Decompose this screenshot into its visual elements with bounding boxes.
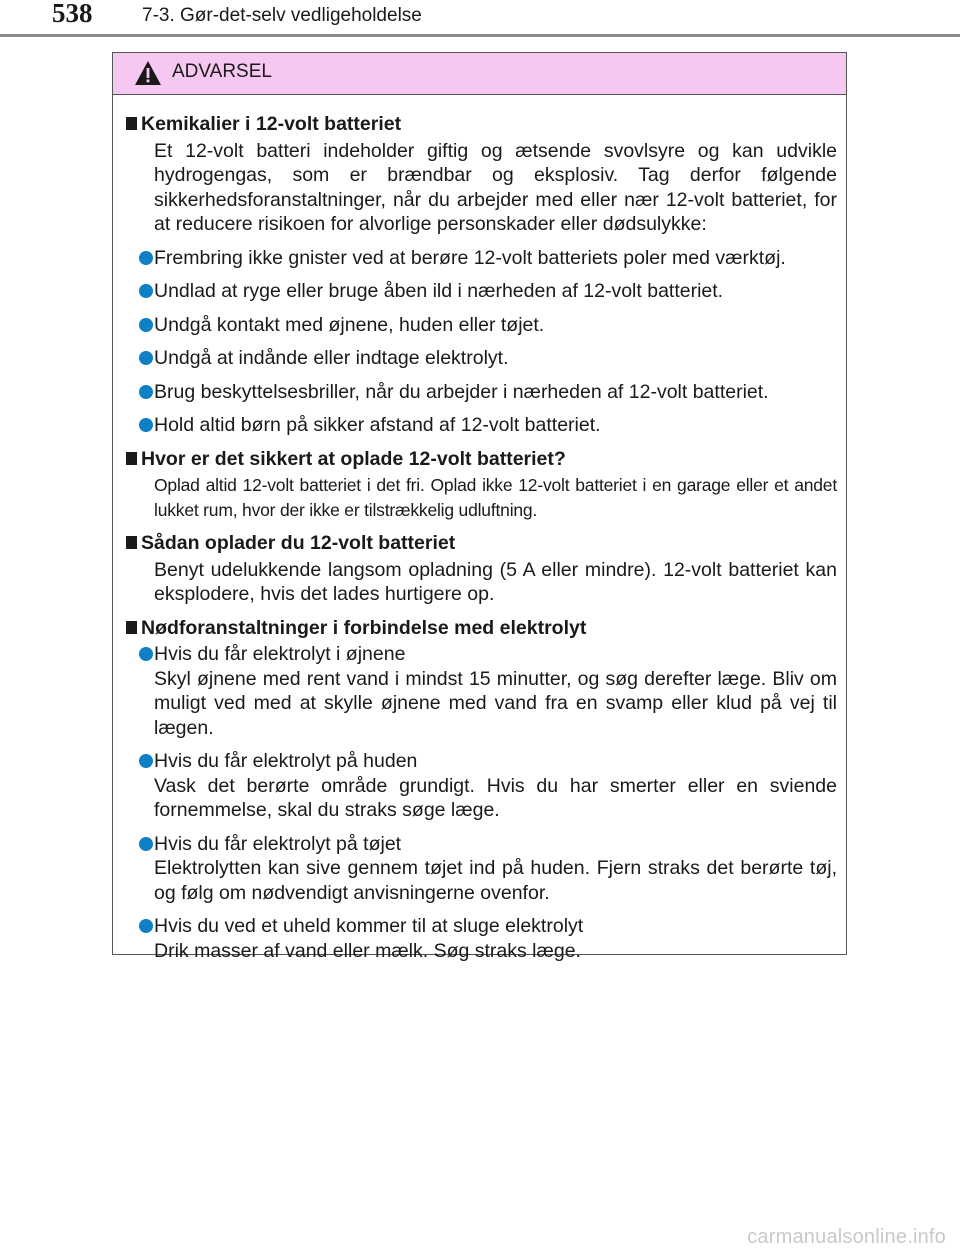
section-how-to-charge [126,531,837,607]
list-item [126,346,837,371]
bullet-dot-icon [139,318,153,332]
list-item-text: Frembring ikke gnister ved at berøre 12-volt batteriets poler med værktøj. [154,246,786,269]
warning-box [112,52,847,962]
list-item [126,313,837,338]
bullet-dot-icon [139,418,153,432]
bullet-dot-icon [139,754,153,768]
bullet-dot-icon [139,647,153,661]
list-item [126,279,837,304]
section-heading-text: Nødforanstaltninger i forbindelse med elektrolyt [141,616,587,639]
list-item [126,642,837,740]
list-item-text: Undlad at ryge eller bruge åben ild i nærheden af 12-volt batteriet. [154,280,724,302]
section-heading [126,531,837,556]
watermark: carmanualsonline.info [747,1226,946,1248]
list-item-detail: Elektrolytten kan sive gennem tøjet ind på huden. Fjern straks det berørte tøj, og følg om nødvendigt anvisningerne ovenfor. [154,857,837,904]
warning-title: ADVARSEL [172,61,272,82]
section-heading-text: Sådan oplader du 12-volt batteriet [141,532,456,554]
section-heading [126,616,837,641]
section-title: 7-3. Gør-det-selv vedligeholdelse [142,5,422,26]
list-item [126,832,837,906]
page-header [0,0,960,40]
list-item-heading: Hvis du ved et uheld kommer til at sluge elektrolyt [154,915,584,937]
bullet-dot-icon [139,837,153,851]
list-item-text: Undgå kontakt med øjnene, huden eller tøjet. [154,313,545,336]
section-paragraph: Et 12-volt batteri indeholder giftig og ætsende svovlsyre og kan udvikle hydrogengas, som er brændbar og eksplosiv. Tag derfor følgende sikkerhedsforanstaltninger, når du arbejder med eller nær 12-volt batteriet, for at reducere risikoen for alvorlige personskader eller dødsulykke: [154,139,837,235]
warning-body [113,95,846,963]
list-item [126,380,837,405]
section-paragraph: Oplad altid 12-volt batteriet i det fri. Oplad ikke 12-volt batteriet i en garage eller et andet lukket rum, hvor der ikke er tilstrækkelig udluftning. [154,475,837,520]
list-item-detail: Drik masser af vand eller mælk. Søg straks læge. [154,939,581,962]
bullet-dot-icon [139,284,153,298]
list-item [126,246,837,271]
list-item-text: Hold altid børn på sikker afstand af 12-volt batteriet. [154,414,601,436]
bullet-dot-icon [139,351,153,365]
list-item-text: Undgå at indånde eller indtage elektrolyt. [154,347,509,369]
list-item [126,914,837,963]
bullet-dot-icon [139,919,153,933]
list-item-text: Brug beskyttelsesbriller, når du arbejder i nærheden af 12-volt batteriet. [154,380,769,403]
section-heading-text: Kemikalier i 12-volt batteriet [141,113,402,135]
section-chemicals [126,112,837,438]
page-number: 538 [52,0,93,28]
warning-triangle-icon [134,60,162,86]
list-item [126,749,837,823]
square-bullet-icon [126,621,137,634]
bullet-dot-icon [139,251,153,265]
list-item-heading: Hvis du får elektrolyt på huden [154,750,418,772]
list-item [126,413,837,438]
warning-header [113,53,846,95]
section-safe-charging-location [126,447,837,523]
section-heading [126,112,837,137]
list-item-heading: Hvis du får elektrolyt i øjnene [154,643,406,665]
square-bullet-icon [126,117,137,130]
list-item-detail: Vask det berørte område grundigt. Hvis du har smerter eller en sviende fornemmelse, skal du straks søge læge. [154,774,837,821]
list-item-heading: Hvis du får elektrolyt på tøjet [154,832,402,855]
section-emergency-measures [126,616,837,964]
header-divider [0,34,960,37]
section-heading-text: Hvor er det sikkert at oplade 12-volt batteriet? [141,447,566,470]
list-item-detail: Skyl øjnene med rent vand i mindst 15 minutter, og søg derefter læge. Bliv om muligt ved med at skylle øjnene med vand fra en svamp eller klud på vej til lægen. [154,667,837,739]
square-bullet-icon [126,536,137,549]
square-bullet-icon [126,452,137,465]
section-heading [126,447,837,472]
bullet-dot-icon [139,385,153,399]
section-paragraph: Benyt udelukkende langsom opladning (5 A eller mindre). 12-volt batteriet kan eksplodere, hvis det lades hurtigere op. [154,558,837,605]
